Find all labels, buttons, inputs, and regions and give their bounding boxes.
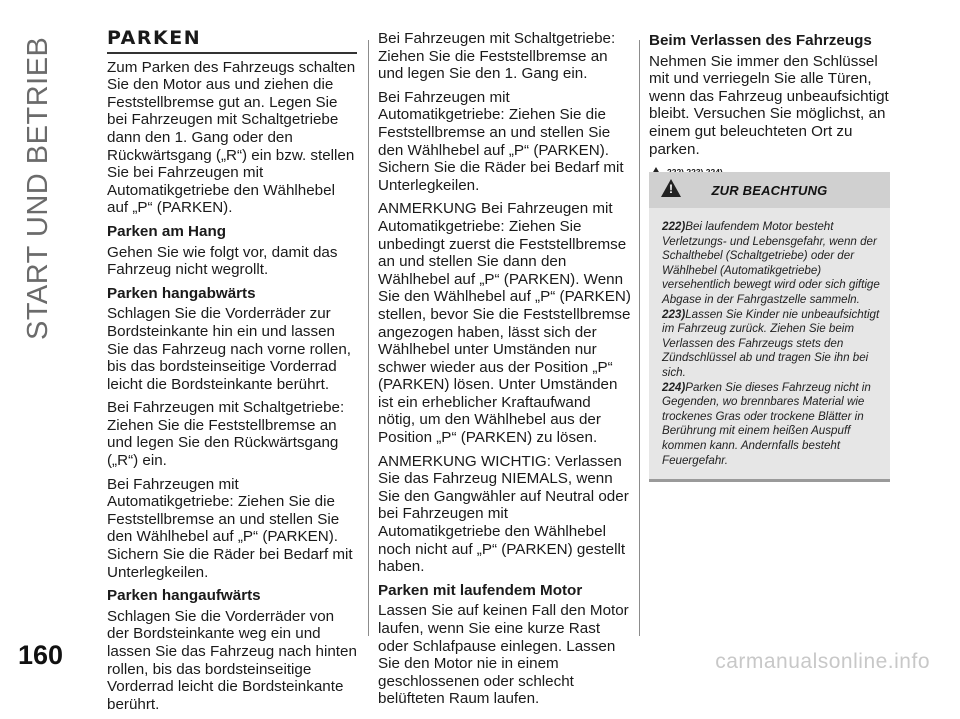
subheading-laufender-motor: Parken mit laufendem Motor [378,581,583,599]
section-side-title: START UND BETRIEB [22,36,54,340]
warning-triangle-icon [661,179,681,197]
column-divider-1 [368,40,369,636]
warning-box-title: ZUR BEACHTUNG [711,182,828,198]
paragraph-anmerkung-2: ANMERKUNG WICHTIG: Verlassen Sie das Fahrzeug NIEMALS, wenn Sie den Gangwähler auf Neutral oder bei Fahrzeugen mit Automatikgetriebe den Wählhebel noch nicht auf „P“ (PARKEN) gestellt haben. [378,452,629,576]
warning-item-222 [662,220,882,308]
warning-item-number: 223) [662,307,686,321]
column-1 [107,27,357,719]
paragraph-automatik: Bei Fahrzeugen mit Automatikgetriebe: Ziehen Sie die Feststellbremse an und stellen Sie den Wählhebel auf „P“ (PARKEN). Sichern Sie die Räder bei Bedarf mit Unterlegkeilen. [378,88,624,194]
paragraph-schaltgetriebe: Bei Fahrzeugen mit Schaltgetriebe: Ziehen Sie die Feststellbremse an und legen Sie den 1. Gang ein. [378,30,616,83]
paragraph-hangaufwaerts: Schlagen Sie die Vorderräder von der Bordsteinkante weg ein und lassen Sie das Fahrzeug nach hinten rollen, bis das bordsteinseitige Vorderrad leicht die Bordsteinkante berührt. [107,607,357,713]
subheading-hang: Parken am Hang [107,222,227,240]
section-heading-parken: PARKEN [107,30,357,54]
paragraph-hang: Gehen Sie wie folgt vor, damit das Fahrzeug nicht wegrollt. [107,243,338,279]
watermark-link[interactable]: carmanualsonline.info [715,650,930,673]
column-2 [378,30,632,714]
warning-item-number: 224) [662,380,686,394]
subheading-hangabwaerts: Parken hangabwärts [107,284,256,302]
warning-item-number: 222) [662,220,686,233]
warning-box-body [649,208,890,468]
warning-box [649,172,890,482]
column-divider-2 [639,40,640,636]
paragraph-intro: Zum Parken des Fahrzeugs schalten Sie den Motor aus und ziehen die Feststellbremse gut an. Legen Sie bei Fahrzeugen mit Schaltgetriebe dann den 1. Gang oder den Rückwärtsgang („R“) ein bzw. stellen Sie bei Fahrzeugen mit Automatikgetriebe den Wählhebel auf „P“ (PARKEN). [107,58,356,217]
warning-item-text: Lassen Sie Kinder nie unbeaufsichtigt im Fahrzeug zurück. Ziehen Sie beim Verlassen des Fahrzeugs stets den Zündschlüssel ab und tragen Sie ihn bei sich. [662,307,880,379]
paragraph-hangabwaerts-3: Bei Fahrzeugen mit Automatikgetriebe: Ziehen Sie die Feststellbremse an und stellen Sie den Wählhebel auf „P“ (PARKEN). Sichern Sie die Räder bei Bedarf mit Unterlegkeilen. [107,475,353,581]
paragraph-anmerkung-1: ANMERKUNG Bei Fahrzeugen mit Automatikgetriebe: Ziehen Sie unbedingt zuerst die Feststellbremse an und stellen Sie dann den Wählhebel auf „P“ (PARKEN). Wenn Sie den Wählhebel auf „P“ (PARKEN) stellen, bevor Sie die Feststellbremse angezogen haben, lässt sich der Wählhebel unter Umständen nur schwer wieder aus der Position „P“ (PARKEN) lösen. Unter Umständen ist ein erheblicher Kraftaufwand nötig, um den Wählhebel aus der Position „P“ (PARKEN) zu lösen. [378,200,631,447]
subheading-verlassen: Beim Verlassen des Fahrzeugs [649,32,872,49]
subheading-hangaufwaerts: Parken hangaufwärts [107,587,261,605]
warning-item-text: Parken Sie dieses Fahrzeug nicht in Gegenden, wo brennbares Material wie trockenes Gras oder trockene Blätter in Berührung mit einem heißen Auspuff kommen kann. Andernfalls besteht Feuergefahr. [662,380,871,467]
warning-item-223 [662,308,882,381]
paragraph-hangabwaerts-2: Bei Fahrzeugen mit Schaltgetriebe: Ziehen Sie die Feststellbremse an und legen Sie den Rückwärtsgang („R“) ein. [107,399,345,470]
warning-item-224 [662,381,882,469]
paragraph-hangabwaerts-1: Schlagen Sie die Vorderräder zur Bordsteinkante hin ein und lassen Sie das Fahrzeug nach vorne rollen, bis das bordsteinseitige Vorderrad leicht die Bordsteinkante berührt. [107,305,351,393]
warning-item-text: Bei laufendem Motor besteht Verletzungs- und Lebensgefahr, wenn der Schalthebel (Schaltgetriebe) oder der Wählhebel (Automatikgetriebe) versehentlich bewegt wird oder sich giftige Abgase in der Fahrgastzelle sammeln. [662,220,880,306]
warning-box-header [649,172,890,208]
page-number: 160 [18,640,64,670]
column-3 [649,30,895,182]
paragraph-laufender-motor: Lassen Sie auf keinen Fall den Motor laufen, wenn Sie eine kurze Rast oder Schlafpause einlegen. Lassen Sie den Motor nie in einem geschlossenen oder schlecht belüfteten Raum laufen. [378,602,629,708]
paragraph-verlassen: Nehmen Sie immer den Schlüssel mit und verriegeln Sie alle Türen, wenn das Fahrzeug unbeaufsichtigt bleibt. Versuchen Sie möglichst, an einem gut beleuchteten Ort zu parken. [649,52,889,158]
